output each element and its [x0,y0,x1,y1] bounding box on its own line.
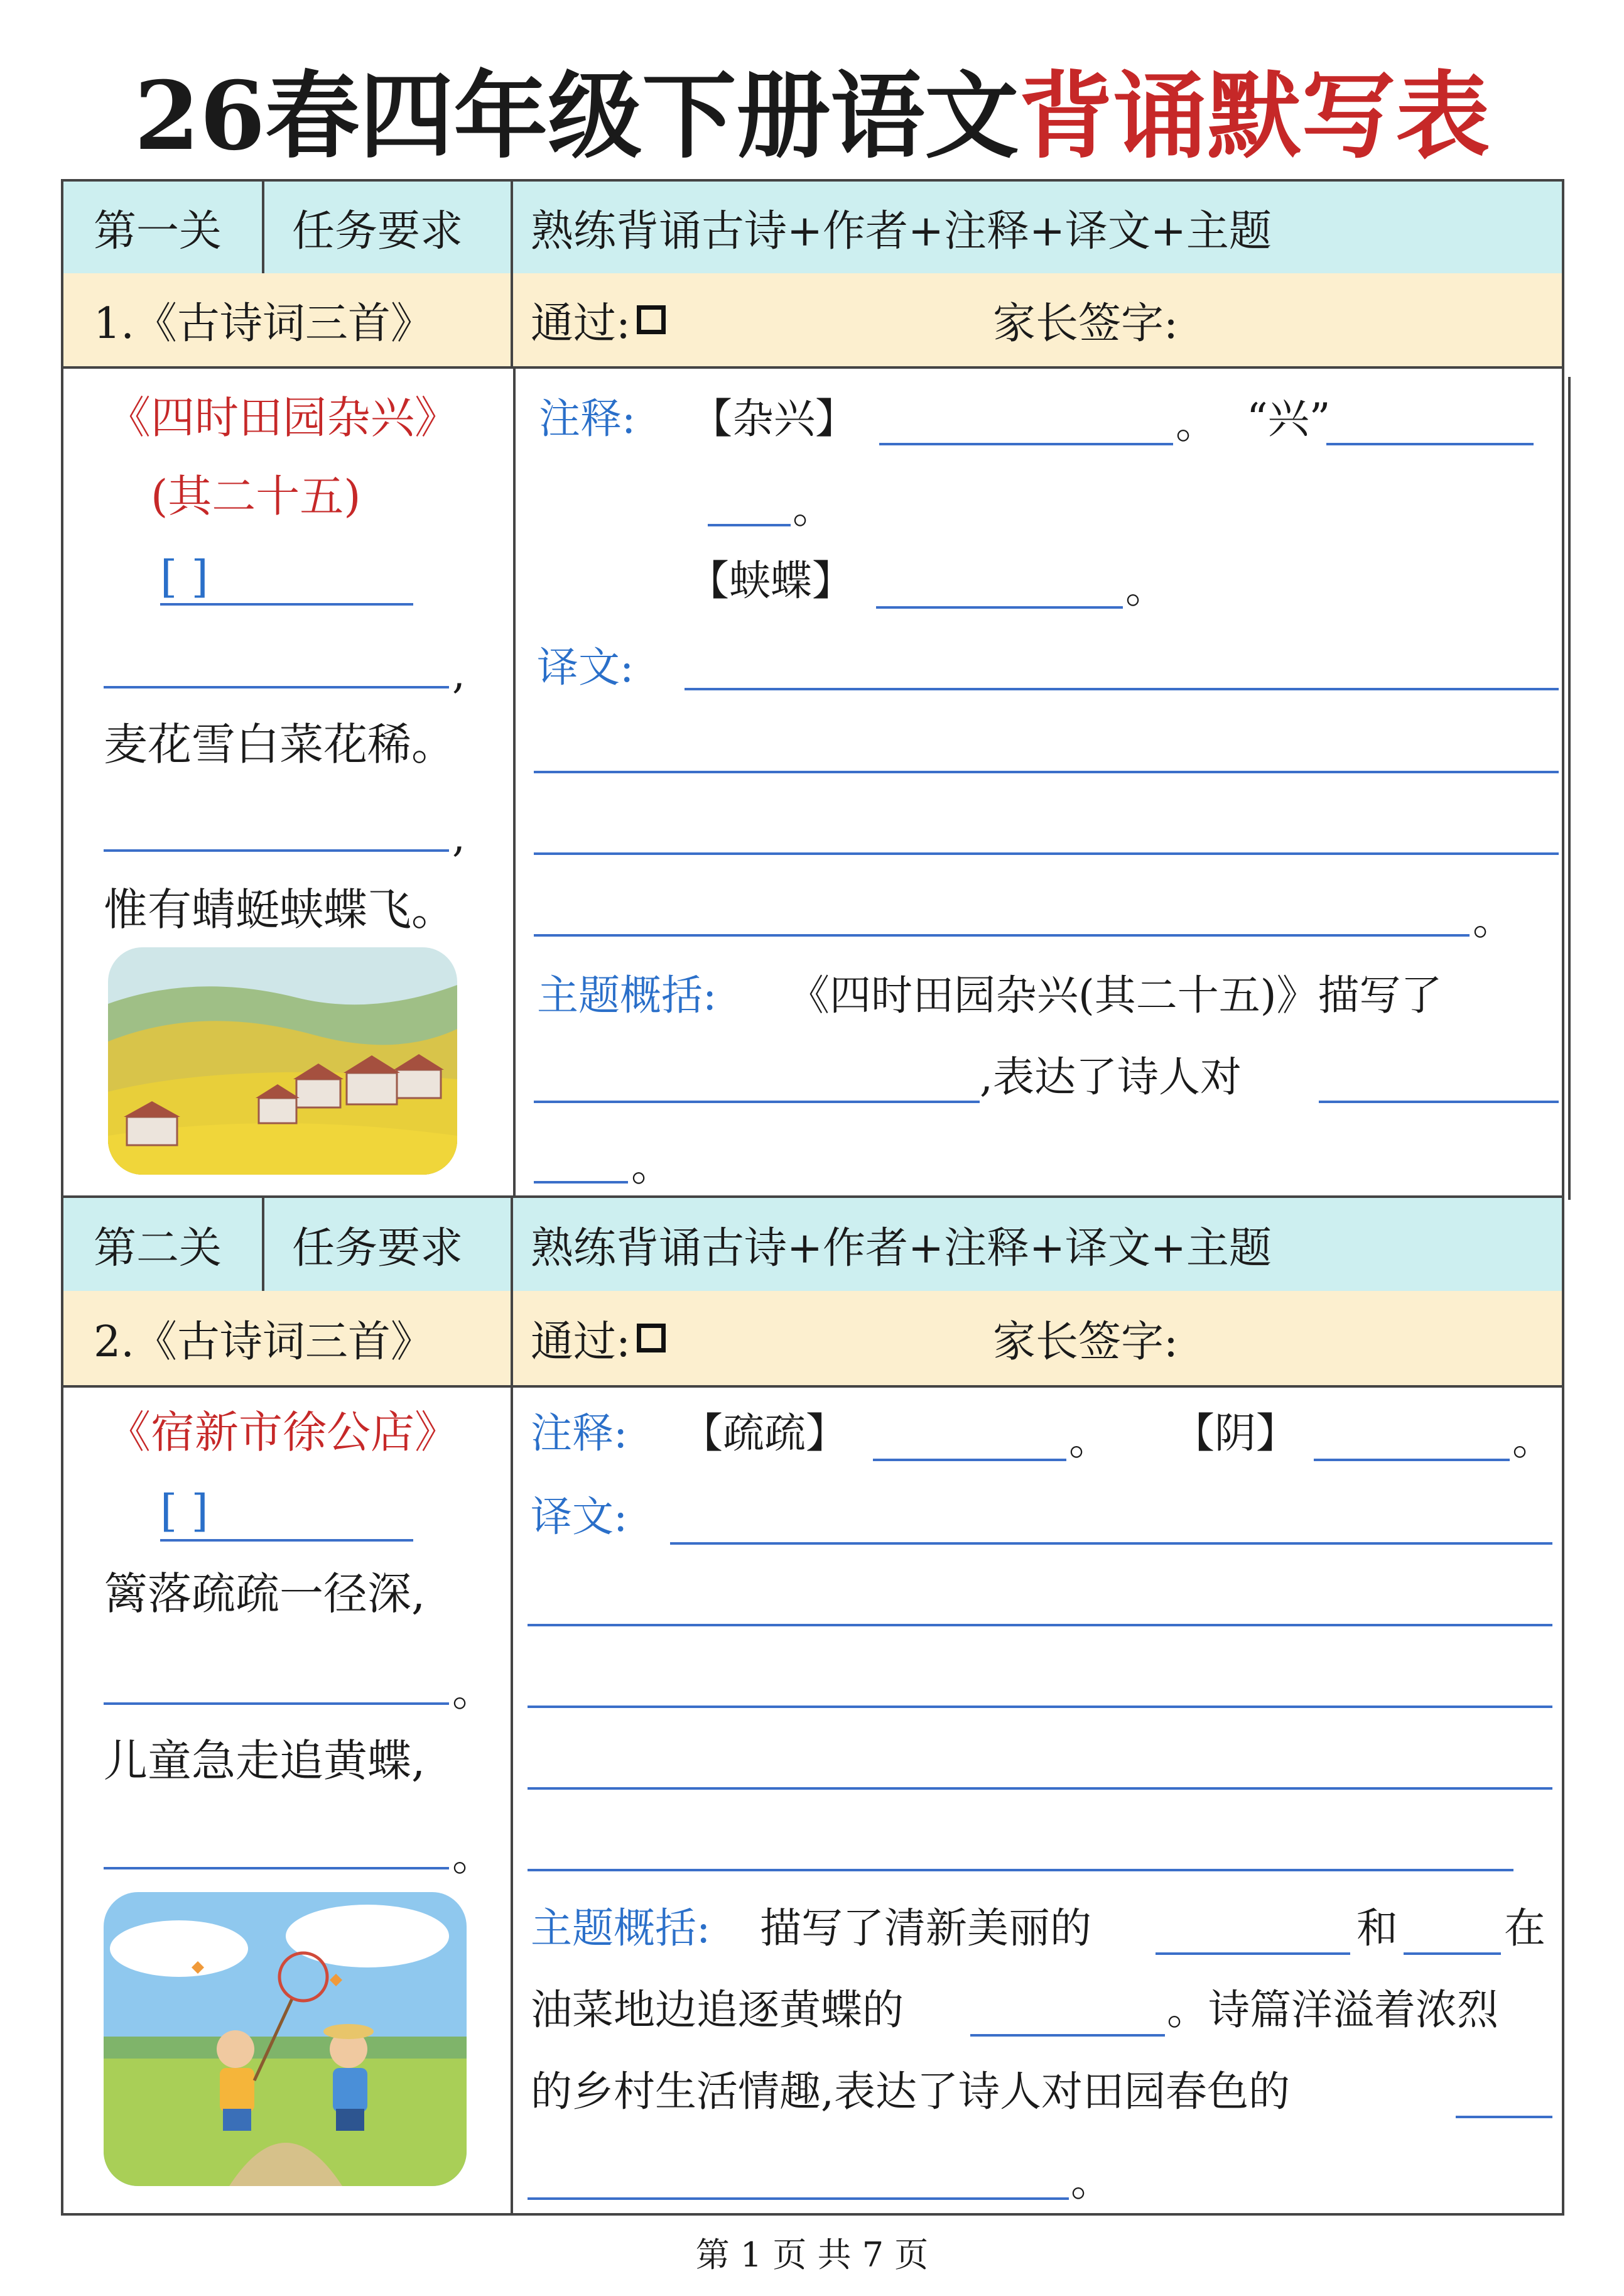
poem-2-line2-blank[interactable] [104,1702,449,1705]
poem-2-author-blank[interactable] [160,1539,413,1542]
note-xing: “兴” [1247,394,1331,443]
note-label: 注释: [531,1409,628,1457]
lesson-title: 1.《古诗词三首》 [94,298,433,349]
note-jiadie-blank[interactable] [876,606,1123,609]
period: 。 [1069,1416,1110,1464]
poem-1-author-blank[interactable] [160,603,413,606]
theme-label: 主题概括: [537,971,717,1020]
poem-1-author-bracket: [ ] [160,551,208,602]
section-2-lesson-row [63,1291,1562,1388]
page-number: 第 1 页 共 7 页 [695,2235,929,2275]
period: 。 [1176,400,1217,448]
task-label: 任务要求 [292,206,463,256]
poem-1-line1-blank[interactable] [104,686,449,688]
translation-line-2[interactable] [528,1624,1552,1626]
theme-text-e: 。诗篇洋溢着浓烈 [1167,1986,1498,2034]
theme-text-b: 和 [1356,1904,1398,1952]
poem-2-line1: 篱落疏疏一径深, [104,1568,426,1619]
theme-text-d: 油菜地边追逐黄蝶的 [531,1986,904,2034]
note-label: 注释: [539,394,636,443]
translation-line-1[interactable] [685,688,1559,690]
translation-line-5[interactable] [528,1869,1513,1871]
theme-blank-d[interactable] [1456,2116,1552,2118]
translation-line-2[interactable] [534,771,1559,773]
period: 。 [452,1667,494,1716]
theme-blank-c[interactable] [970,2034,1165,2037]
note-xing-blank[interactable] [1326,443,1534,445]
poem-1-line4: 惟有蜻蜓蛱蝶飞。 [104,884,455,935]
note-yin-blank[interactable] [1314,1459,1510,1461]
theme-blank-a[interactable] [1156,1952,1350,1955]
translation-line-4[interactable] [528,1787,1552,1790]
section-2-header-row [63,1198,1562,1293]
period: 。 [1071,2157,1112,2206]
translation-label: 译文: [537,643,634,692]
children-chasing-butterfly-image [104,1892,467,2186]
poem-2-line4-blank[interactable] [104,1867,449,1869]
comma: , [452,650,465,698]
period: 。 [793,484,834,533]
pass-checkbox[interactable] [637,305,666,334]
poem-2-title: 《宿新市徐公店》 [107,1406,458,1458]
note-yin: 【阴】 [1173,1409,1297,1457]
pass-checkbox-label: 通过: [531,1291,666,1385]
theme-blank-d-cont[interactable] [528,2197,1069,2200]
task-requirement: 熟练背诵古诗+作者+注释+译文+主题 [531,1223,1272,1273]
poem-2-author-bracket: [ ] [160,1485,208,1537]
level-label: 第二关 [94,1223,222,1273]
theme-text-1: 《四时田园杂兴(其二十五)》描写了 [788,971,1443,1020]
note-shushu: 【疏疏】 [681,1409,847,1457]
translation-line-4[interactable] [534,934,1470,937]
theme-blank-2[interactable] [1319,1101,1559,1103]
theme-label: 主题概括: [531,1904,711,1952]
period: 。 [1512,1416,1554,1464]
theme-blank-2-cont[interactable] [534,1181,628,1183]
period: 。 [631,1142,673,1190]
period: 。 [1125,564,1167,612]
poem-2-line3: 儿童急走追黄蝶, [104,1735,426,1787]
pass-checkbox[interactable] [637,1324,666,1352]
theme-text-2: ,表达了诗人对 [980,1053,1242,1101]
translation-line-1[interactable] [670,1542,1552,1545]
note-jiadie: 【蛱蝶】 [688,557,853,605]
theme-text-c: 在 [1504,1904,1546,1952]
theme-blank-1[interactable] [534,1101,980,1103]
task-label: 任务要求 [292,1223,463,1273]
section-1-header-row [63,182,1562,276]
poem-1-title: 《四时田园杂兴》 [107,392,458,443]
period: 。 [1473,896,1514,944]
theme-text-a: 描写了清新美丽的 [760,1904,1091,1952]
note-shushu-blank[interactable] [873,1459,1066,1461]
translation-line-3[interactable] [528,1706,1552,1708]
page-title: 26春四年级下册语文背诵默写表 [134,61,1490,171]
pass-checkbox-label: 通过: [531,273,666,366]
parent-signature-label: 家长签字: [993,298,1178,349]
note-zaxing-blank[interactable] [879,443,1173,445]
parent-signature-label: 家长签字: [993,1317,1178,1367]
note-xing-blank-cont[interactable] [708,524,791,526]
theme-blank-b[interactable] [1404,1952,1501,1955]
poem-1-line3-blank[interactable] [104,849,449,852]
note-zaxing: 【杂兴】 [691,394,857,443]
level-label: 第一关 [94,206,222,256]
period: 。 [452,1832,494,1880]
section-1-lesson-row [63,273,1562,369]
lesson-title: 2.《古诗词三首》 [94,1317,433,1367]
poem-1-subtitle: (其二十五) [151,471,361,522]
spring-field-village-image [108,947,457,1175]
translation-line-3[interactable] [534,852,1559,855]
poem-1-line2: 麦花雪白菜花稀。 [104,719,455,770]
theme-text-f: 的乡村生活情趣,表达了诗人对田园春色的 [531,2067,1290,2116]
comma: , [452,813,465,861]
task-requirement: 熟练背诵古诗+作者+注释+译文+主题 [531,206,1272,256]
translation-label: 译文: [531,1493,628,1541]
